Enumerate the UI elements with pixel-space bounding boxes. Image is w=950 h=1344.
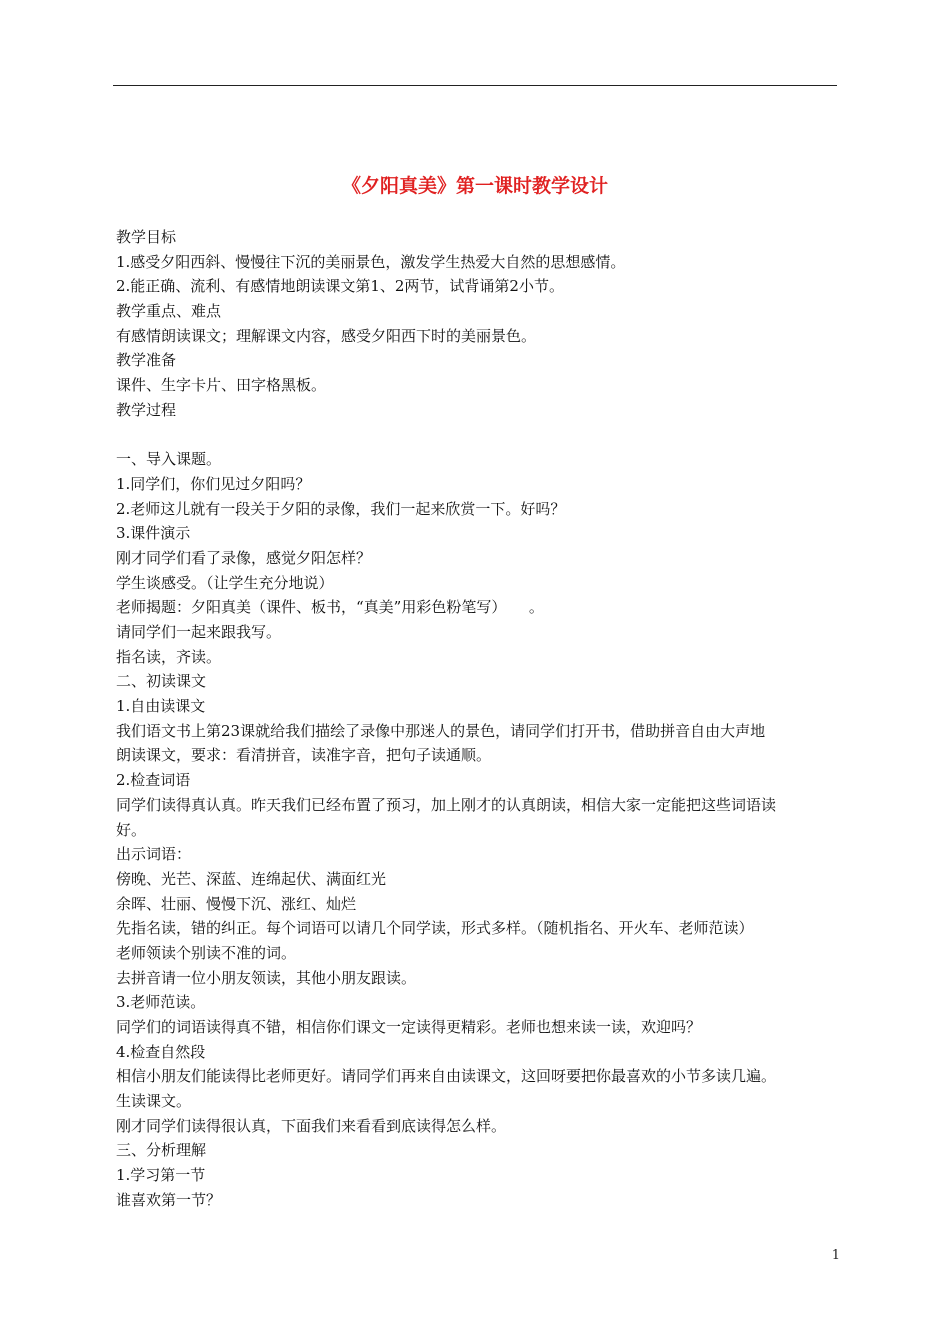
- body-line: 4.检查自然段: [116, 1042, 206, 1061]
- body-line: 朗读课文，要求：看清拼音，读准字音，把句子读通顺。: [116, 746, 492, 765]
- body-line: 谁喜欢第一节？: [116, 1190, 222, 1209]
- body-line: 三、分析理解: [116, 1141, 207, 1160]
- body-line: 3.老师范读。: [116, 993, 206, 1012]
- body-line: 相信小朋友们能读得比老师更好。请同学们再来自由读课文，这回呀要把你最喜欢的小节多读几遍。: [116, 1067, 777, 1086]
- body-line: 同学们的词语读得真不错，相信你们课文一定读得更精彩。老师也想来读一读，欢迎吗？: [116, 1018, 702, 1036]
- body-line: 好。: [116, 820, 147, 839]
- body-line: 3.课件演示: [116, 524, 191, 543]
- body-line: 老师揭题：夕阳真美（课件、板书，“真美”用彩色粉笔写） 。: [116, 598, 544, 617]
- body-line: 我们语文书上第23课就给我们描绘了录像中那迷人的景色，请同学们打开书，借助拼音自由大声地: [116, 721, 766, 740]
- header-rule: [113, 85, 837, 86]
- body-line: 1.同学们，你们见过夕阳吗？: [116, 474, 311, 493]
- body-line: 1.感受夕阳西斜、慢慢往下沉的美丽景色，激发学生热爱大自然的思想感情。: [116, 252, 626, 271]
- body-line: 二、初读课文: [116, 672, 207, 691]
- body-line: 刚才同学们看了录像，感觉夕阳怎样？: [116, 548, 372, 567]
- body-line: 教学重点、难点: [116, 302, 222, 321]
- body-line: 刚才同学们读得很认真，下面我们来看看到底读得怎么样。: [116, 1116, 507, 1135]
- body-line: 去拼音请一位小朋友领读，其他小朋友跟读。: [116, 968, 417, 987]
- body-line: 生读课文。: [116, 1092, 192, 1111]
- body-line: 先指名读，错的纠正。每个词语可以请几个同学读，形式多样。（随机指名、开火车、老师范读）: [116, 919, 754, 938]
- body-line: 2.检查词语: [116, 771, 191, 790]
- body-line: 一、导入课题。: [116, 450, 222, 469]
- body-line: 傍晚、光芒、深蓝、连绵起伏、满面红光: [116, 869, 387, 888]
- body-line: 有感情朗读课文；理解课文内容，感受夕阳西下时的美丽景色。: [116, 326, 537, 345]
- body-line: 老师领读个别读不准的词。: [116, 943, 297, 962]
- body-line: 出示词语：: [116, 845, 192, 864]
- document-title: 《夕阳真美》第一课时教学设计: [341, 175, 608, 197]
- body-line: 教学目标: [116, 228, 177, 246]
- body-line: 指名读，齐读。: [116, 647, 222, 666]
- body-line: 2.能正确、流利、有感情地朗读课文第1、2两节，试背诵第2小节。: [116, 277, 564, 296]
- page-number: 1: [831, 1248, 840, 1263]
- body-line: 同学们读得真认真。昨天我们已经布置了预习，加上刚才的认真朗读，相信大家一定能把这些词语读: [116, 795, 777, 814]
- body-line: 教学过程: [116, 400, 177, 419]
- body-line: 课件、生字卡片、田字格黑板。: [116, 376, 327, 395]
- body-line: 1.自由读课文: [116, 697, 206, 716]
- document-body: [116, 225, 840, 1213]
- body-line: 请同学们一起来跟我写。: [116, 623, 282, 641]
- body-line: 余晖、壮丽、慢慢下沉、涨红、灿烂: [116, 894, 357, 913]
- body-line: [116, 423, 840, 448]
- body-line: 1.学习第一节: [116, 1166, 206, 1185]
- body-line: 教学准备: [116, 351, 177, 370]
- body-line: 学生谈感受。（让学生充分地说）: [116, 573, 334, 592]
- body-line: 2.老师这儿就有一段关于夕阳的录像，我们一起来欣赏一下。好吗？: [116, 499, 566, 518]
